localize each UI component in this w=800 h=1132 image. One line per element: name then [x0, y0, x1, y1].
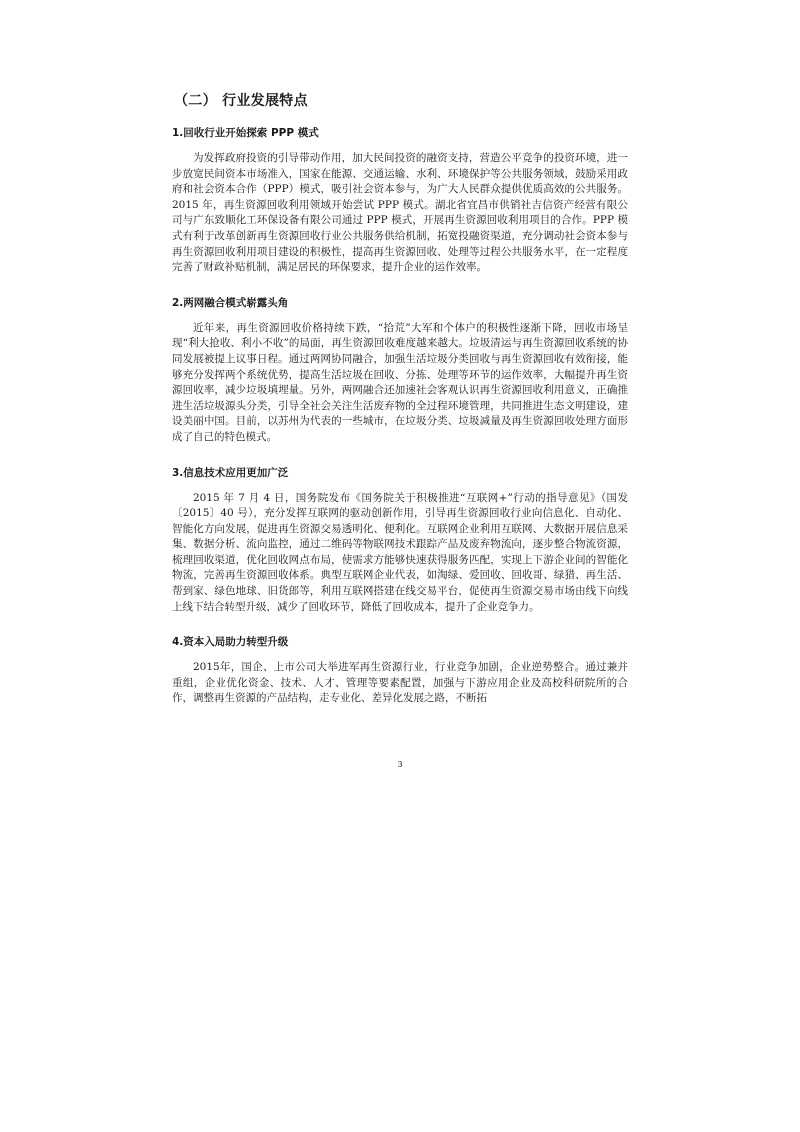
subsection-heading-it-application: 3.信息技术应用更加广泛 — [172, 466, 289, 479]
paragraph-it-application: 2015 年 7 月 4 日，国务院发布《国务院关于积极推进“互联网+”行动的指导意见》（国发〔2015〕40 号），充分发挥互联网的驱动创新作用，引导再生资源回收行业向信息化、自动化、智能化方向发展，促进再生资源交易透明化、便利化。互联网企业利用互联网、大数据开展信息采集、数据分析、流向监控，通过二维码等物联网技术跟踪产品及废弃物流向，逐步整合物流资源，梳理回收渠道，优化回收网点布局，使需求方能够快速获得服务匹配，实现上下游企业间的智能化物流，完善再生资源回收体系。典型互联网企业代表，如淘绿、爱回收、回收哥、绿猎、再生活、帮到家、绿色地球、旧货郎等，利用互联网搭建在线交易平台，促使再生资源交易市场由线下向线上线下结合转型升级，减少了回收环节，降低了回收成本，提升了企业竞争力。 — [172, 491, 628, 613]
subsection-heading-capital: 4.资本入局助力转型升级 — [172, 636, 289, 649]
page-content — [172, 90, 628, 726]
paragraph-capital: 2015年，国企、上市公司大举进军再生资源行业，行业竞争加剧，企业逆势整合。通过兼并重组，企业优化资金、技术、人才、管理等要素配置，加强与下游应用企业及高校科研院所的合作，调整再生资源的产品结构，走专业化、差异化发展之路，不断拓 — [172, 661, 628, 705]
paragraph-ppp: 为发挥政府投资的引导带动作用，加大民间投资的融资支持，营造公平竞争的投资环境，进一步放宽民间资本市场准入，国家在能源、交通运输、水利、环境保护等公共服务领域，鼓励采用政府和社会资本合作（PPP）模式，吸引社会资本参与，为广大人民群众提供优质高效的公共服务。2015 年，再生资源回收利用领域开始尝试 PPP 模式。湖北省宜昌市供销社吉信资产经营有限公司与广东致顺化工环保设备有限公司通过 PPP 模式，开展再生资源回收利用项目的合作。PPP 模式有利于改革创新再生资源回收行业公共服务供给机制，拓宽投融资渠道，充分调动社会资本参与再生资源回收利用项目建设的积极性，提高再生资源回收、处理等过程公共服务水平，在一定程度完善了财政补贴机制，满足居民的环保要求，提升企业的运作效率。 — [172, 152, 628, 274]
page-number: 3 — [397, 760, 403, 769]
subsection-heading-ppp: 1.回收行业开始探索 PPP 模式 — [172, 127, 319, 139]
subsection-heading-two-networks: 2.两网融合模式崭露头角 — [172, 296, 289, 309]
section-title: （二） 行业发展特点 — [174, 93, 308, 109]
paragraph-two-networks: 近年来，再生资源回收价格持续下跌，“拾荒”大军和个体户的积极性逐渐下降，回收市场呈现“利大抢收、利小不收”的局面，再生资源回收难度越来越大。垃圾清运与再生资源回收系统的协同发展被提上议事日程。通过两网协同融合，加强生活垃圾分类回收与再生资源回收有效衔接，能够充分发挥两个系统优势，提高生活垃圾在回收、分拣、处理等环节的运作效率，大幅提升再生资源回收率，减少垃圾填埋量。另外，两网融合还加速社会客观认识再生资源回收利用意义，正确推进生活垃圾源头分类，引导全社会关注生活废弃物的全过程环境管理，共同推进生态文明建设，建设美丽中国。目前，以苏州为代表的一些城市，在垃圾分类、垃圾减量及再生资源回收处理方面形成了自己的特色模式。 — [172, 321, 628, 443]
